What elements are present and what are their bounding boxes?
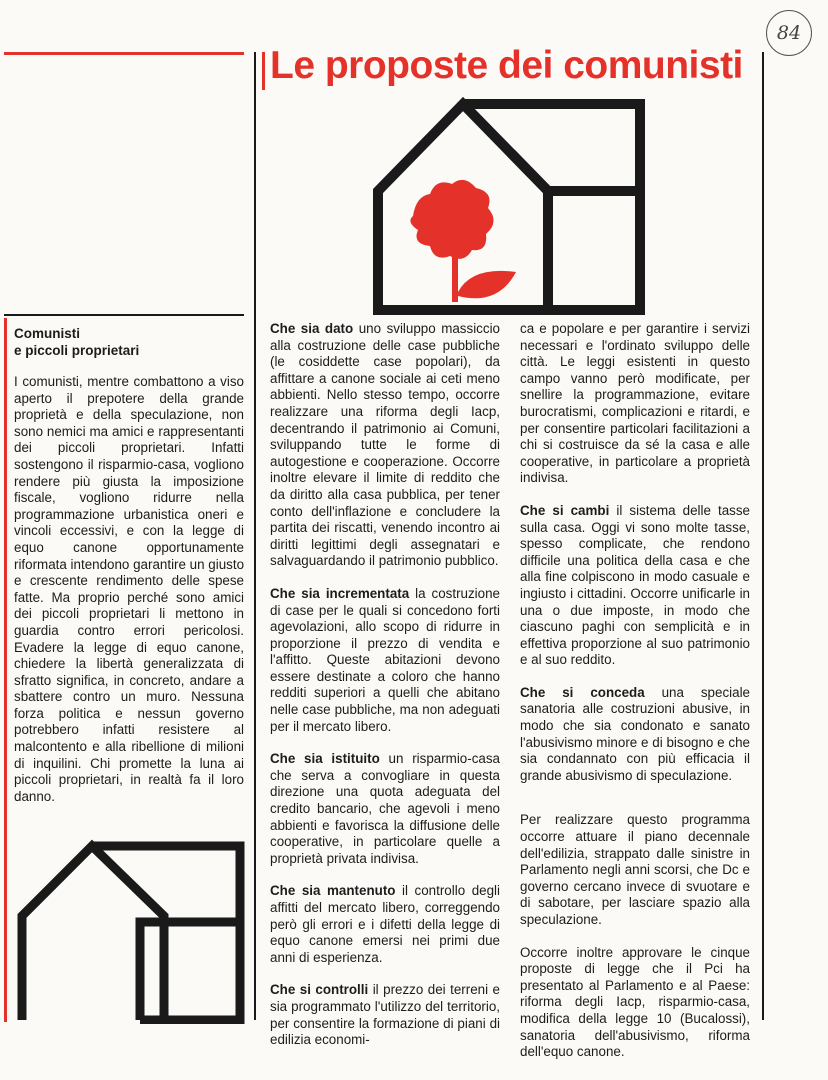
flower-icon (410, 180, 516, 302)
proposal-paragraph (520, 321, 750, 487)
sidebar-paragraph: I comunisti, mentre combattono a viso aperto il prepotere della grande proprietà e della speculazione, non sono nemici ma amici e rappresentanti dei piccoli proprietari. Infatti sostengono il risparmio-casa, vogliono rendere più giusta la imposizione fiscale, vogliono ridurre nella programmazione urbanistica oneri e vincoli eccessivi, e con la legge di equo canone opportunamente riformata intendono garantire un giusto e crescente rendimento delle spese fatte. Ma proprio perché sono amici dei piccoli proprietari li mettono in guardia contro errori pericolosi. Evadere la legge di equo canone, chiedere la libertà generalizzata di sfratto significa, in concreto, andare a sbattere contro un muro. Nessuna forza politica e nessun governo potrebbero infatti resistere al malcontento e alla ribellione di milioni di inquilini. Chi promette la luna ai piccoli proprietari, in realtà fa il loro danno. (14, 374, 245, 804)
proposal-lead: Che sia mantenuto (270, 883, 396, 899)
proposal-paragraph (270, 321, 500, 570)
column-divider-right (762, 52, 764, 1020)
proposal-text: il controllo degli affitti del mercato libero, correggendo però gli errori e i difetti della legge di equo canone emersi nei primi due anni di esperienza. (270, 883, 500, 965)
proposal-lead: Che si conceda (520, 684, 645, 700)
proposal-lead: Che sia dato (270, 321, 354, 336)
page-title: Le proposte dei comunisti (270, 44, 743, 87)
conclusion-text: Occorre inoltre approvare le cinque proposte di legge che il Pci ha presentato al Parlamento e al Paese: riforma degli Iacp, risparmio-casa, modifica della legge 10 (Bucalossi), sanatoria dell'abusivismo, riforma dell'equo canone. (520, 944, 750, 1060)
conclusion-paragraph (520, 812, 750, 928)
sidebar-body (14, 374, 244, 821)
house-outline-icon (22, 846, 240, 1020)
left-margin-red-rule (4, 318, 7, 1022)
sidebar-heading-line1: Comunisti (14, 326, 80, 341)
sidebar-top-rule (4, 314, 244, 316)
proposal-text: la costruzione di case per le quali si concedono forti agevolazioni, allo scopo di ridurre in proporzione il prezzo di vendita e l'affitto. Queste abitazioni devono essere destinate a coloro che hanno redditi superiori a quelli che abitano nelle case pubbliche, ma non adeguati per il mercato libero. (270, 585, 500, 734)
proposal-text: ca e popolare e per garantire i servizi necessari e l'ordinato sviluppo delle città. Le leggi esistenti in questo campo vanno però modificate, per snellire la programmazione, evitare burocratismi, complicazioni e ritardi, e per consentire particolari facilitazioni a chi si costruisce da sé la casa e alle cooperative, in particolare a proprietà indivisa. (520, 321, 750, 486)
proposal-paragraph (270, 586, 500, 735)
sidebar-heading-line2: e piccoli proprietari (14, 342, 140, 358)
proposal-lead: Che si cambi (520, 502, 610, 518)
proposal-paragraph (520, 503, 750, 669)
proposal-paragraph (270, 982, 500, 1048)
proposal-paragraph (270, 883, 500, 966)
sidebar-heading (14, 326, 244, 359)
proposal-paragraph (270, 751, 500, 867)
proposal-paragraph (520, 685, 750, 785)
top-left-red-rule (4, 52, 244, 55)
proposal-text: un risparmio-casa che serva a convogliare in questa direzione una quota adeguata del credito bancario, che agevoli i meno abbienti e favorisca la diffusione delle cooperative, in particolare quelle a proprietà privata indivisa. (270, 751, 500, 866)
middle-column (270, 321, 500, 1065)
proposal-text: uno sviluppo massiccio alla costruzione delle case pubbliche (le cosiddette case popolari), da affittare a canone sociale ai ceti meno abbienti. Nello stesso tempo, occorre realizzare una riforma degli Iacp, decentrando il patrimonio ai Comuni, sviluppando tutte le forme di autogestione e cooperazione. Occorre inoltre elevare il limite di reddito che da diritto alla casa pubblica, per tener conto dell'inflazione e concludere la partita dei riscatti, venendo incontro ai diritti legittimi degli assegnatari e salvaguardando il patrimonio pubblico. (270, 321, 500, 569)
house-flower-logo (368, 96, 658, 316)
house-logo-small (14, 836, 250, 1024)
proposal-text: una speciale sanatoria alle costruzioni abusive, in modo che sia condonato e sanato l'abusivismo minore e di bisogno e che sia condannato con più efficacia il grande abusivismo di speculazione. (520, 684, 750, 783)
conclusion-paragraph (520, 945, 750, 1061)
column-divider-left (254, 52, 256, 1020)
proposal-text: il prezzo dei terreni e sia programmato l'utilizzo del territorio, per consentire la formazione di piani di edilizia economi- (270, 982, 500, 1048)
page-number-stamp: 84 (766, 10, 812, 56)
right-column (520, 321, 750, 1077)
proposal-lead: Che sia istituito (270, 751, 380, 767)
conclusion-text: Per realizzare questo programma occorre attuare il piano decennale dell'edilizia, strappato dalle sinistre in Parlamento negli anni scorsi, che Dc e governo cercano invece di svuotare e di sabotare, per lasciare spazio alla speculazione. (520, 812, 750, 927)
proposal-text: il sistema delle tasse sulla casa. Oggi vi sono molte tasse, spesso complicate, che rendono difficile una politica della casa e che alla fine colpiscono in modo casuale e ingiusto i cittadini. Occorre unificarle in una o due imposte, in modo che ciascuno paghi con semplicità e in effettiva proporzione al suo patrimonio e al suo reddito. (520, 502, 751, 668)
proposal-lead: Che sia incrementata (270, 585, 410, 601)
title-left-red-bar (262, 52, 265, 90)
proposal-lead: Che si controlli (270, 982, 369, 998)
